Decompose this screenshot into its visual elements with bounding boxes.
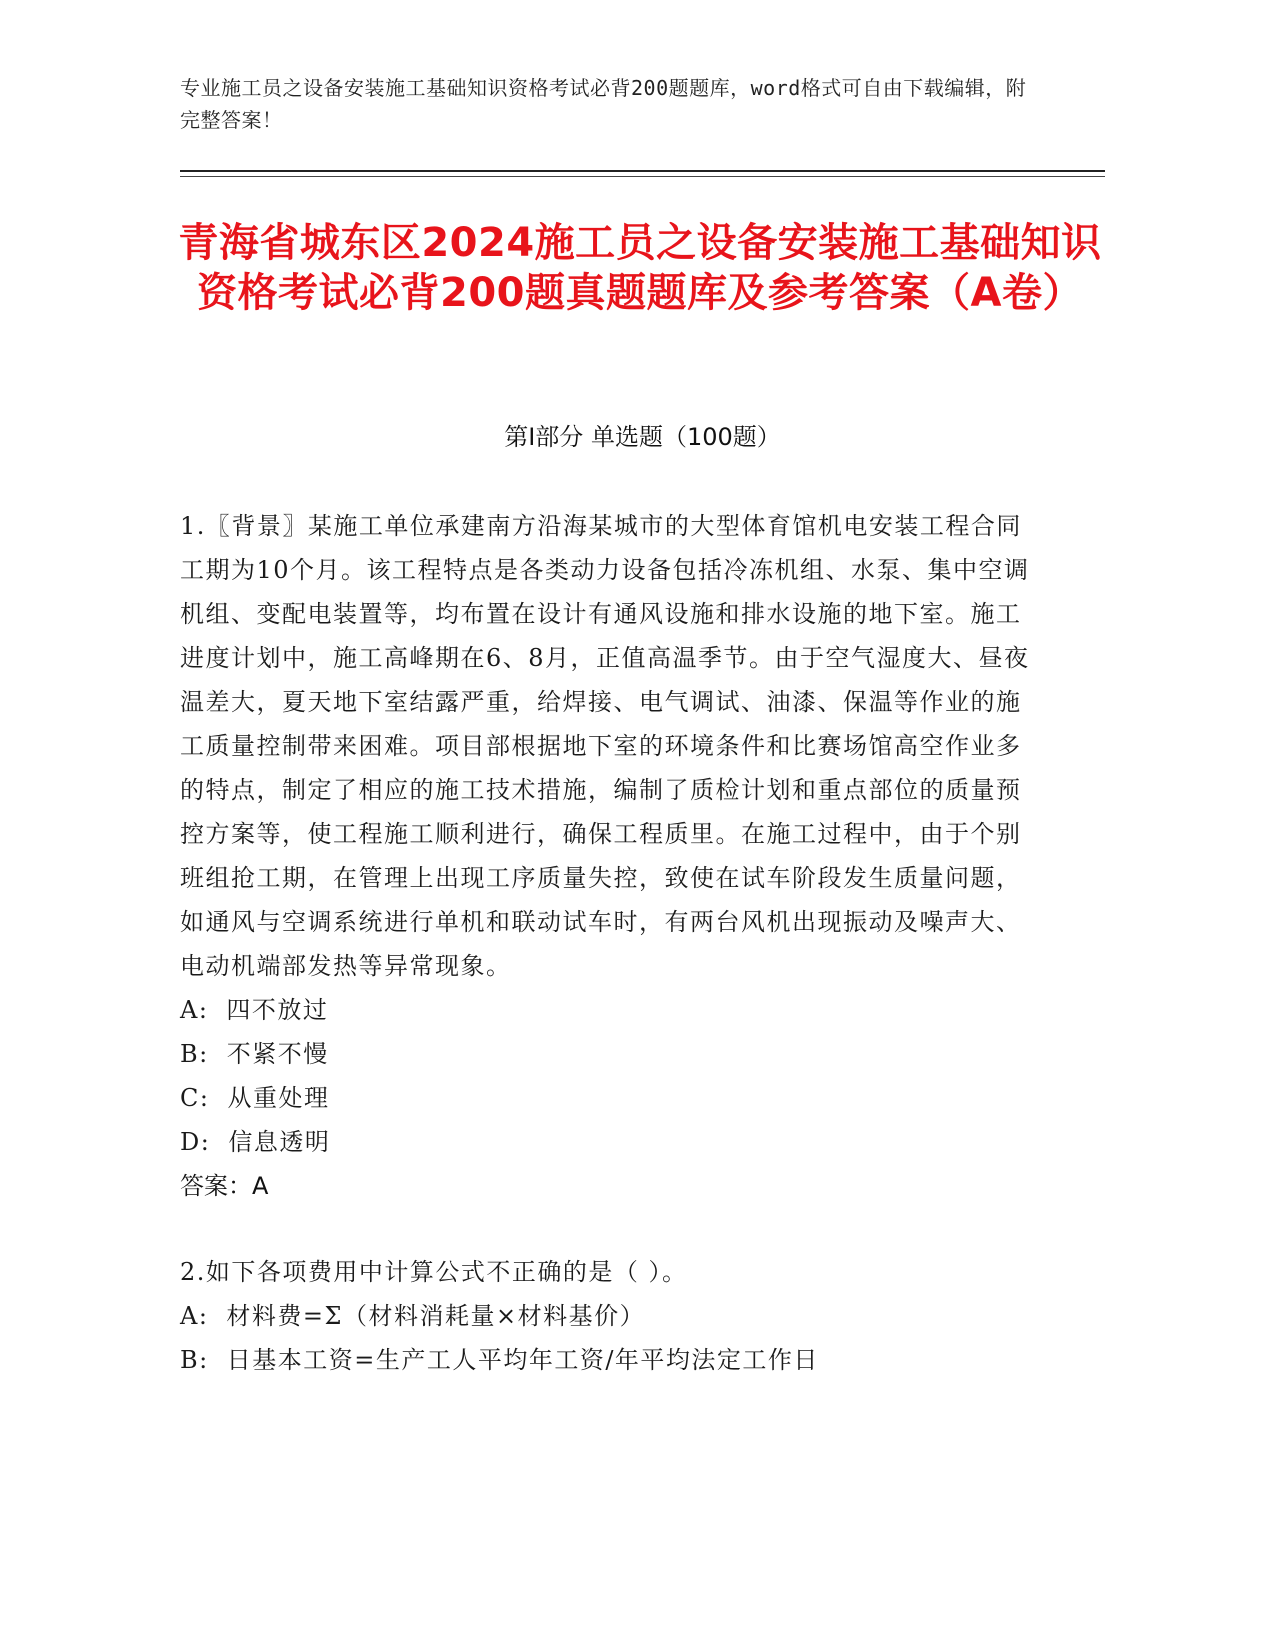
- option-a: [180, 1294, 1040, 1338]
- question-list: [180, 504, 1040, 1424]
- option-key: A:: [180, 1302, 209, 1330]
- option-c: [180, 1076, 1040, 1120]
- option-b: [180, 1338, 1040, 1382]
- question-2: [180, 1250, 1040, 1382]
- option-text: 信息透明: [228, 1128, 331, 1156]
- option-key: B:: [180, 1040, 209, 1068]
- answer-line: 答案：A: [180, 1172, 269, 1200]
- question-1: [180, 504, 1040, 1208]
- option-text: 四不放过: [226, 996, 329, 1024]
- option-a: [180, 988, 1040, 1032]
- option-b: [180, 1032, 1040, 1076]
- header-note: 专业施工员之设备安装施工基础知识资格考试必背200题题库，word格式可自由下载编辑，附完整答案！: [180, 76, 1027, 132]
- document-title: 青海省城东区2024施工员之设备安装施工基础知识资格考试必背200题真题题库及参考答案（A卷）: [178, 220, 1102, 316]
- option-text: 日基本工资=生产工人平均年工资/年平均法定工作日: [226, 1346, 819, 1374]
- option-text: 从重处理: [227, 1084, 330, 1112]
- question-stem: 1.〖背景〗某施工单位承建南方沿海某城市的大型体育馆机电安装工程合同工期为10个月。该工程特点是各类动力设备包括冷冻机组、水泵、集中空调机组、变配电装置等，均布置在设计有通风设施和排水设施的地下室。施工进度计划中，施工高峰期在6、8月，正值高温季节。由于空气湿度大、昼夜温差大，夏天地下室结露严重，给焊接、电气调试、油漆、保温等作业的施工质量控制带来困难。项目部根据地下室的环境条件和比赛场馆高空作业多的特点，制定了相应的施工技术措施，编制了质检计划和重点部位的质量预控方案等，使工程施工顺利进行，确保工程质里。在施工过程中，由于个别班组抢工期，在管理上出现工序质量失控，致使在试车阶段发生质量问题，如通风与空调系统进行单机和联动试车时，有两台风机出现振动及噪声大、电动机端部发热等异常现象。: [180, 512, 1030, 980]
- option-key: C:: [180, 1084, 210, 1112]
- option-key: B:: [180, 1346, 209, 1374]
- option-text: 材料费=Σ（材料消耗量×材料基价）: [226, 1302, 646, 1330]
- option-key: A:: [180, 996, 209, 1024]
- section-heading: 第Ⅰ部分 单选题（100题）: [504, 423, 781, 451]
- question-stem: 2.如下各项费用中计算公式不正确的是（ ）。: [180, 1258, 688, 1286]
- option-key: D:: [180, 1128, 211, 1156]
- header-divider-thin: [180, 176, 1105, 177]
- option-text: 不紧不慢: [226, 1040, 329, 1068]
- header-divider-thick: [180, 170, 1105, 172]
- option-d: [180, 1120, 1040, 1164]
